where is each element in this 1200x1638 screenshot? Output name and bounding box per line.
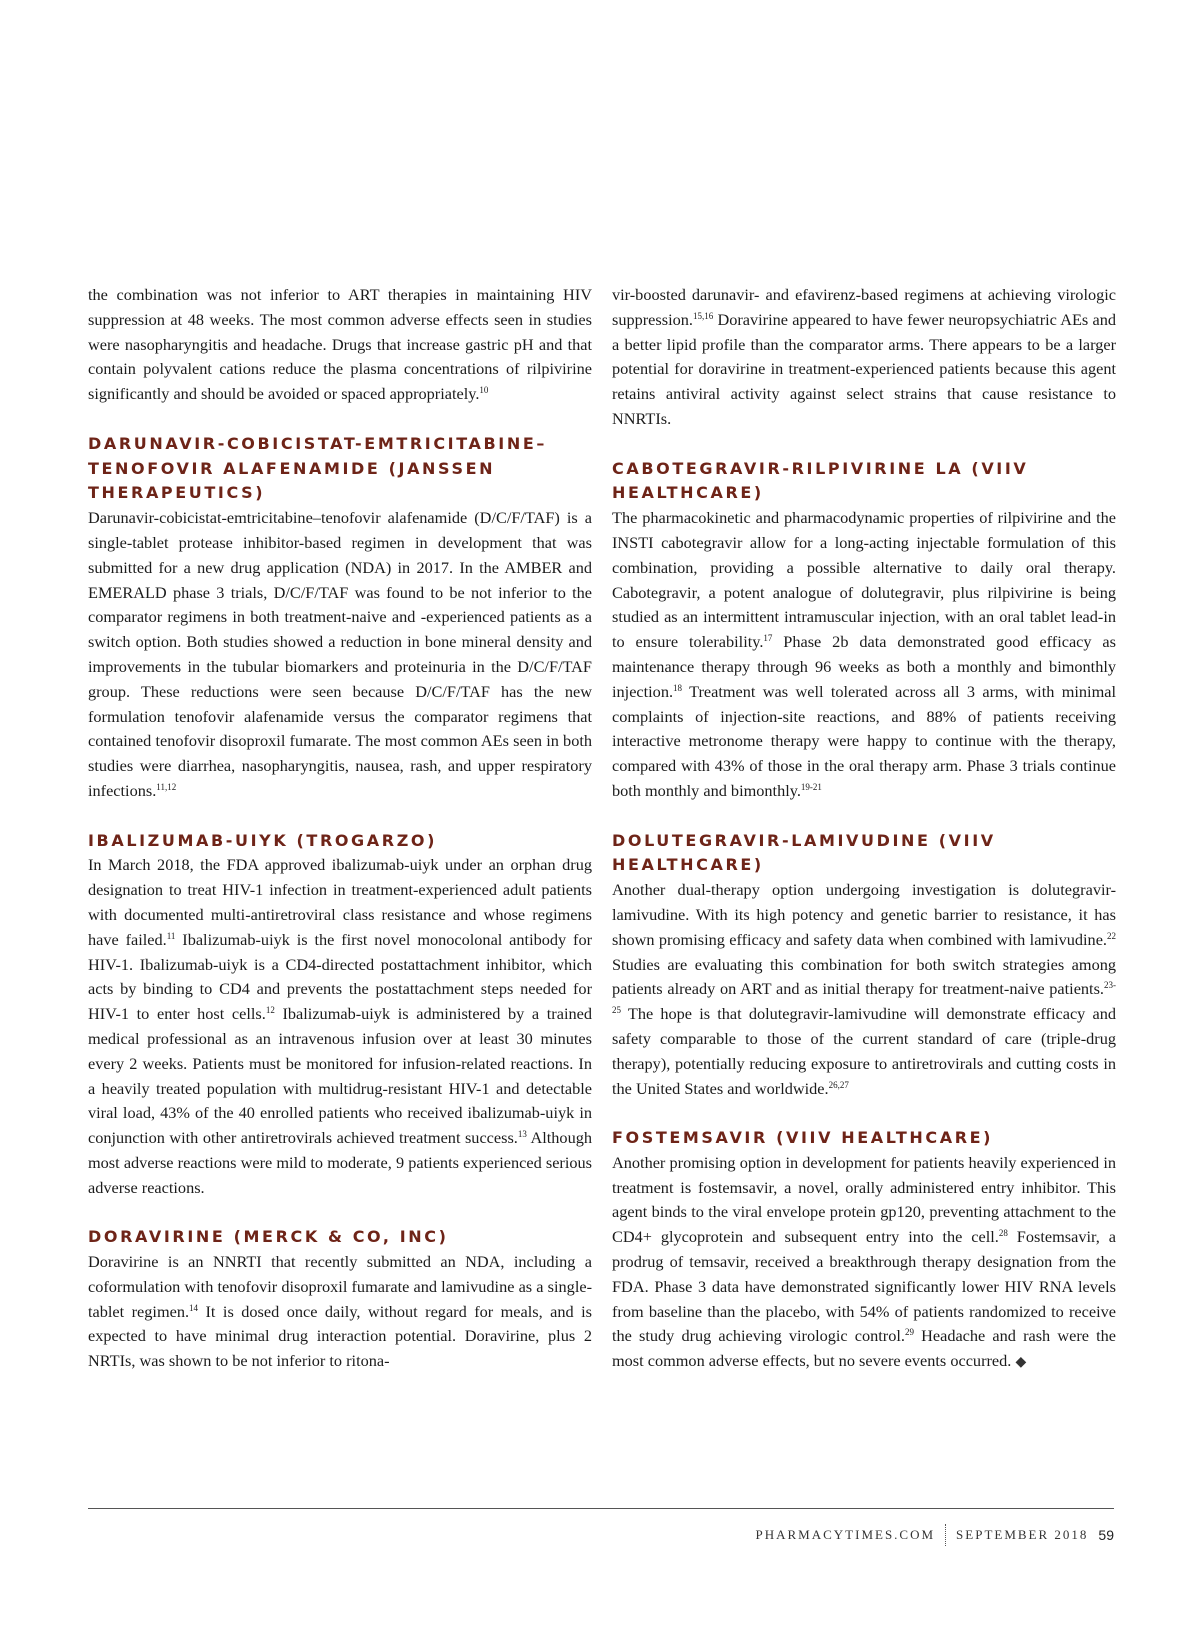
- left-column: [88, 283, 592, 1374]
- paragraph: Darunavir-cobicistat-emtricitabine–tenofovir alafenamide (D/C/F/TAF) is a single-tablet protease inhibitor-based regimen in development that was submitted for a new drug application (NDA) in 2017. In the AMBER and EMERALD phase 3 trials, D/C/F/TAF was found to be not inferior to the comparator regimens in both treatment-naive and -experienced patients as a switch option. Both studies showed a reduction in bone mineral density and improvements in the tubular biomarkers and proteinuria in the D/C/F/TAF group. These reductions were seen because D/C/F/TAF has the new formulation tenofovir alafenamide versus the comparator regimens that contained tenofovir disoproxil fumarate. The most common AEs seen in both studies were diarrhea, nasopharyngitis, nausea, rash, and upper respiratory infections.$^{11,12}$: [88, 508, 592, 800]
- paragraph: Another promising option in development for patients heavily experienced in treatment is fostemsavir, a novel, orally administered entry inhibitor. This agent binds to the viral envelope protein gp120, preventing attachment to the CD4+ glycoprotein and subsequent entry into the cell.$^{28}$ Fostemsavir, a prodrug of temsavir, received a breakthrough therapy designation from the FDA. Phase 3 data have demonstrated significantly lower HIV RNA levels from baseline than the placebo, with 54% of patients randomized to receive the study drug achieving virologic control.$^{29}$ Headache and rash were the most common adverse effects, but no severe events occurred. ◆: [612, 1152, 1116, 1371]
- right-column: [612, 283, 1116, 1376]
- footer-rule: [88, 1508, 1114, 1509]
- page-footer: [755, 1524, 1114, 1546]
- section-heading-fostemsavir: FOSTEMSAVIR (VIIV HEALTHCARE): [612, 1128, 994, 1148]
- paragraph: In March 2018, the FDA approved ibalizumab-uiyk under an orphan drug designation to treat HIV-1 infection in treatment-experienced adult patients with documented multi-antiretroviral class resistance and whose regimens have failed.$^{11}$ Ibalizumab-uiyk is the first novel monocolonal antibody for HIV-1. Ibalizumab-uiyk is a CD4-directed postattachment inhibitor, which acts by binding to CD4 and prevents the postattachment steps needed for HIV-1 to enter host cells.$^{12}$ Ibalizumab-uiyk is administered by a trained medical professional as an intravenous infusion over at least 30 minutes every 2 weeks. Patients must be monitored for infusion-related reactions. In a heavily treated population with multidrug-resistant HIV-1 and detectable viral load, 43% of the 40 enrolled patients who received ibalizumab-uiyk in conjunction with other antiretrovirals achieved treatment success.$^{13}$ Although most adverse reactions were mild to moderate, 9 patients experienced serious adverse reactions.: [88, 855, 593, 1197]
- section-heading-darunavir: DARUNAVIR-COBICISTAT-EMTRICITABINE–TENOFOVIR ALAFENAMIDE (JANSSEN THERAPEUTICS): [88, 433, 547, 503]
- footer-site: PHARMACYTIMES.COM: [755, 1527, 936, 1542]
- paragraph: Doravirine is an NNRTI that recently submitted an NDA, including a coformulation with tenofovir disoproxil fumarate and lamivudine as a single-tablet regimen.$^{14}$ It is dosed once daily, without regard for meals, and is expected to have minimal drug interaction potential. Doravirine, plus 2 NRTIs, was shown to be not inferior to ritona-: [88, 1252, 592, 1371]
- page-number: 59: [1098, 1527, 1114, 1543]
- paragraph: Another dual-therapy option undergoing investigation is dolutegravir-lamivudine. With its high potency and genetic barrier to resistance, it has shown promising efficacy and safety data when combined with lamivudine.$^{22}$ Studies are evaluating this combination for both switch strategies among patients already on ART and as initial therapy for treatment-naive patients.$^{23-25}$ The hope is that dolutegravir-lamivudine will demonstrate efficacy and safety comparable to those of the current standard of care (triple-drug therapy), potentially reducing exposure to antiretrovirals and cutting costs in the United States and worldwide.$^{26,27}$: [612, 880, 1116, 1098]
- section-heading-cabotegravir: CABOTEGRAVIR-RILPIVIRINE LA (VIIV HEALTHCARE): [612, 458, 1029, 503]
- section-heading-dolutegravir: DOLUTEGRAVIR-LAMIVUDINE (VIIV HEALTHCARE): [612, 830, 996, 875]
- section-heading-ibalizumab: IBALIZUMAB-UIYK (TROGARZO): [88, 830, 438, 850]
- section-heading-doravirine: DORAVIRINE (MERCK & CO, INC): [88, 1227, 449, 1247]
- footer-separator: [945, 1524, 946, 1546]
- end-diamond-icon: ◆: [1015, 1355, 1027, 1371]
- paragraph: The pharmacokinetic and pharmacodynamic properties of rilpivirine and the INSTI cabotegravir allow for a long-acting injectable formulation of this combination, providing a possible alternative to daily oral therapy. Cabotegravir, a potent analogue of dolutegravir, plus rilpivirine is being studied as an intermittent intramuscular injection, with an oral tablet lead-in to ensure tolerability.$^{17}$ Phase 2b data demonstrated good efficacy as maintenance therapy through 96 weeks as both a monthly and bimonthly injection.$^{18}$ Treatment was well tolerated across all 3 arms, with minimal complaints of injection-site reactions, and 88% of patients receiving interactive metronome therapy were happy to continue with the therapy, compared with 43% of those in the oral therapy arm. Phase 3 trials continue both monthly and bimonthly.$^{19-21}$: [612, 508, 1116, 800]
- paragraph: the combination was not inferior to ART therapies in maintaining HIV suppression at 48 weeks. The most common adverse effects seen in studies were nasopharyngitis and headache. Drugs that increase gastric pH and that contain polyvalent cations reduce the plasma concentrations of rilpivirine significantly and should be avoided or spaced appropriately.$^{10}$: [88, 285, 592, 404]
- footer-date: SEPTEMBER 2018: [956, 1527, 1089, 1542]
- paragraph: vir-boosted darunavir- and efavirenz-based regimens at achieving virologic suppression.$^{15,16}$ Doravirine appeared to have fewer neuropsychiatric AEs and a better lipid profile than the comparator arms. There appears to be a larger potential for doravirine in treatment-experienced patients because this agent retains antiviral activity against select strains that cause resistance to NNRTIs.: [612, 285, 1116, 428]
